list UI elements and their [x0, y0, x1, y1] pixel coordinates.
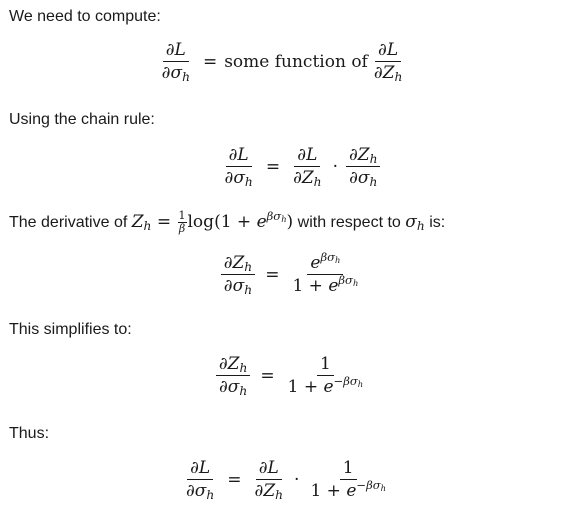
fraction-dZ-dsigma: $\frac{\partial Z_h}{\partial\sigma_h}$	[346, 144, 381, 189]
fraction-sigmoid: $\frac{1}{1 + e^{-\beta\sigma_h}}$	[310, 458, 386, 501]
equation-chain-rule: $\frac{\partial L}{\partial\sigma_h}$ = $\frac{\partial L}{\partial Z_h}$ · $\frac{\partial Z_h}{\partial\sigma_h}$	[0, 144, 564, 189]
paragraph-thus: Thus:	[9, 425, 50, 442]
fraction-dZ-dsigma: $\frac{\partial Z_h}{\partial\sigma_h}$	[216, 353, 251, 398]
fraction-exp-ratio: $\frac{e^{\beta\sigma_h}}{1 + e^{\beta\sigma_h}}$	[292, 249, 359, 296]
fraction-dL-dZ: $\frac{\partial L}{\partial Z_h}$	[373, 40, 403, 85]
fraction-dZ-dsigma: $\frac{\partial Z_h}{\partial\sigma_h}$	[221, 252, 256, 297]
equation-simplified: $\frac{\partial Z_h}{\partial\sigma_h}$ = $\frac{1}{1 + e^{-\beta\sigma_h}}$	[0, 353, 564, 398]
equation-target: $\frac{\partial L}{\partial\sigma_h}$ = some function of $\frac{\partial L}{\partial Z_h}$	[0, 39, 564, 84]
fraction-dL-dsigma: $\frac{\partial L}{\partial\sigma_h}$	[161, 40, 190, 85]
fraction-sigmoid: $\frac{1}{1 + e^{-\beta\sigma_h}}$	[287, 354, 364, 397]
inline-softplus: $Z_h$ = $\frac{1}{\beta}$ $\log(1 + e^{\beta\sigma_h})$	[131, 208, 294, 236]
fraction-dL-dsigma: $\frac{\partial L}{\partial\sigma_h}$	[186, 458, 215, 503]
fraction-dL-dZ: $\frac{\partial L}{\partial Z_h}$	[293, 145, 322, 190]
paragraph-simplifies: This simplifies to:	[9, 321, 132, 338]
paragraph-derivative: The derivative of $Z_h$ = $\frac{1}{\beta}$ $\log(1 + e^{\beta\sigma_h})$ with respect to $\sigma_h$ is:	[9, 208, 446, 236]
equation-derivative: $\frac{\partial Z_h}{\partial\sigma_h}$ = $\frac{e^{\beta\sigma_h}}{1 + e^{\beta\sigma_h}}$	[0, 252, 564, 297]
fraction-dL-dsigma: $\frac{\partial L}{\partial\sigma_h}$	[224, 145, 253, 190]
fraction-dL-dZ: $\frac{\partial L}{\partial Z_h}$	[254, 458, 284, 503]
paragraph-intro: We need to compute:	[9, 8, 161, 25]
paragraph-chain-rule: Using the chain rule:	[9, 111, 155, 128]
equation-result: $\frac{\partial L}{\partial\sigma_h}$ = $\frac{\partial L}{\partial Z_h}$ · $\frac{1}{1 + e^{-\beta\sigma_h}}$	[0, 457, 564, 502]
equation-words: some function of	[224, 51, 368, 72]
